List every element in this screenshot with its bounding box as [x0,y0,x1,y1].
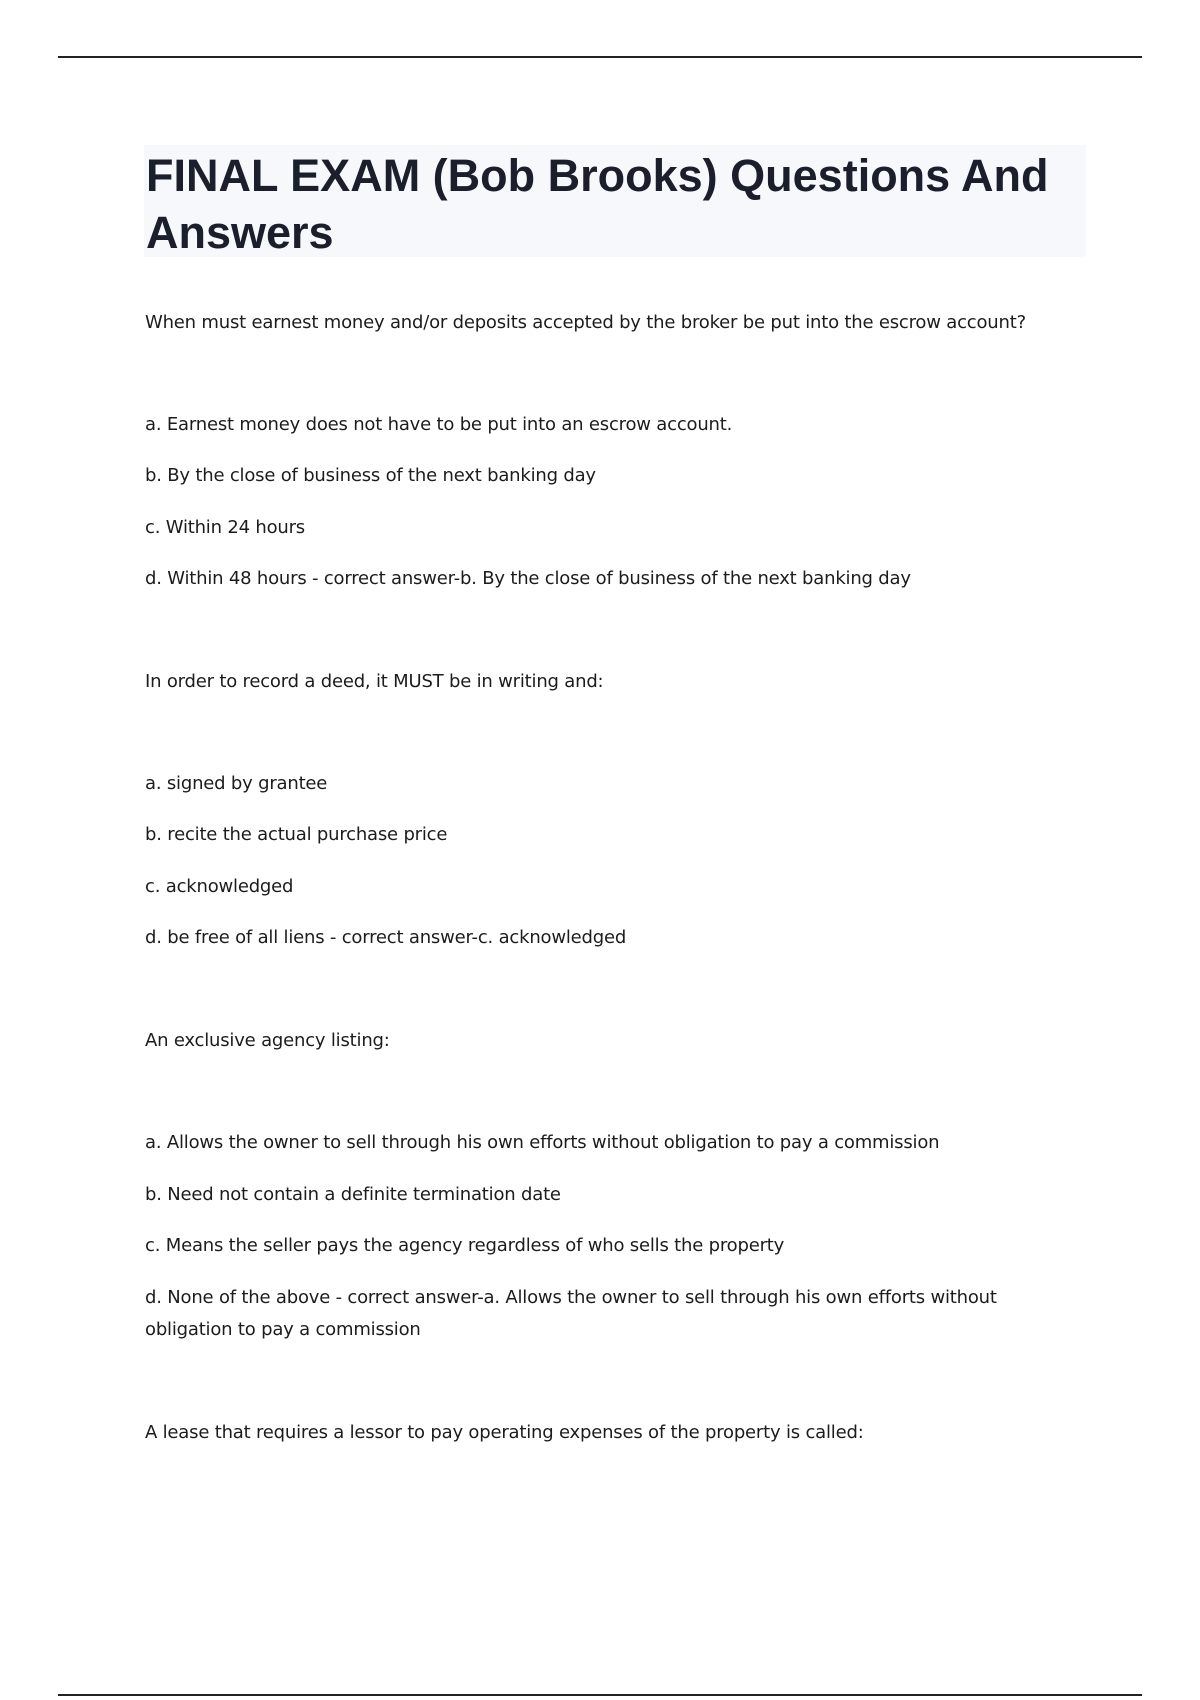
question-1-option-d: d. Within 48 hours - correct answer-b. By the close of business of the next banking day [145,568,911,589]
title-block [144,145,1086,257]
top-divider [58,56,1142,58]
question-2-text: In order to record a deed, it MUST be in writing and: [145,671,604,692]
question-1-option-b: b. By the close of business of the next banking day [145,465,596,486]
question-1-option-a: a. Earnest money does not have to be put into an escrow account. [145,414,733,435]
document-title: FINAL EXAM (Bob Brooks) Questions And Answers [146,150,1049,258]
question-2-option-b: b. recite the actual purchase price [145,824,448,845]
question-3-option-a: a. Allows the owner to sell through his own efforts without obligation to pay a commission [145,1132,940,1153]
question-2-option-d: d. be free of all liens - correct answer-c. acknowledged [145,927,627,948]
question-4-text: A lease that requires a lessor to pay operating expenses of the property is called: [145,1422,864,1443]
question-1-text: When must earnest money and/or deposits accepted by the broker be put into the escrow account? [145,312,1026,333]
bottom-divider [58,1694,1142,1696]
question-1-option-c: c. Within 24 hours [145,517,305,538]
question-2-option-a: a. signed by grantee [145,773,328,794]
question-3-text: An exclusive agency listing: [145,1030,390,1051]
question-2-option-c: c. acknowledged [145,876,294,897]
question-3-option-b: b. Need not contain a definite termination date [145,1184,561,1205]
question-3-option-d: d. None of the above - correct answer-a. Allows the owner to sell through his own efforts without obligation to pay a commission [145,1287,997,1340]
question-3-option-c: c. Means the seller pays the agency regardless of who sells the property [145,1235,785,1256]
